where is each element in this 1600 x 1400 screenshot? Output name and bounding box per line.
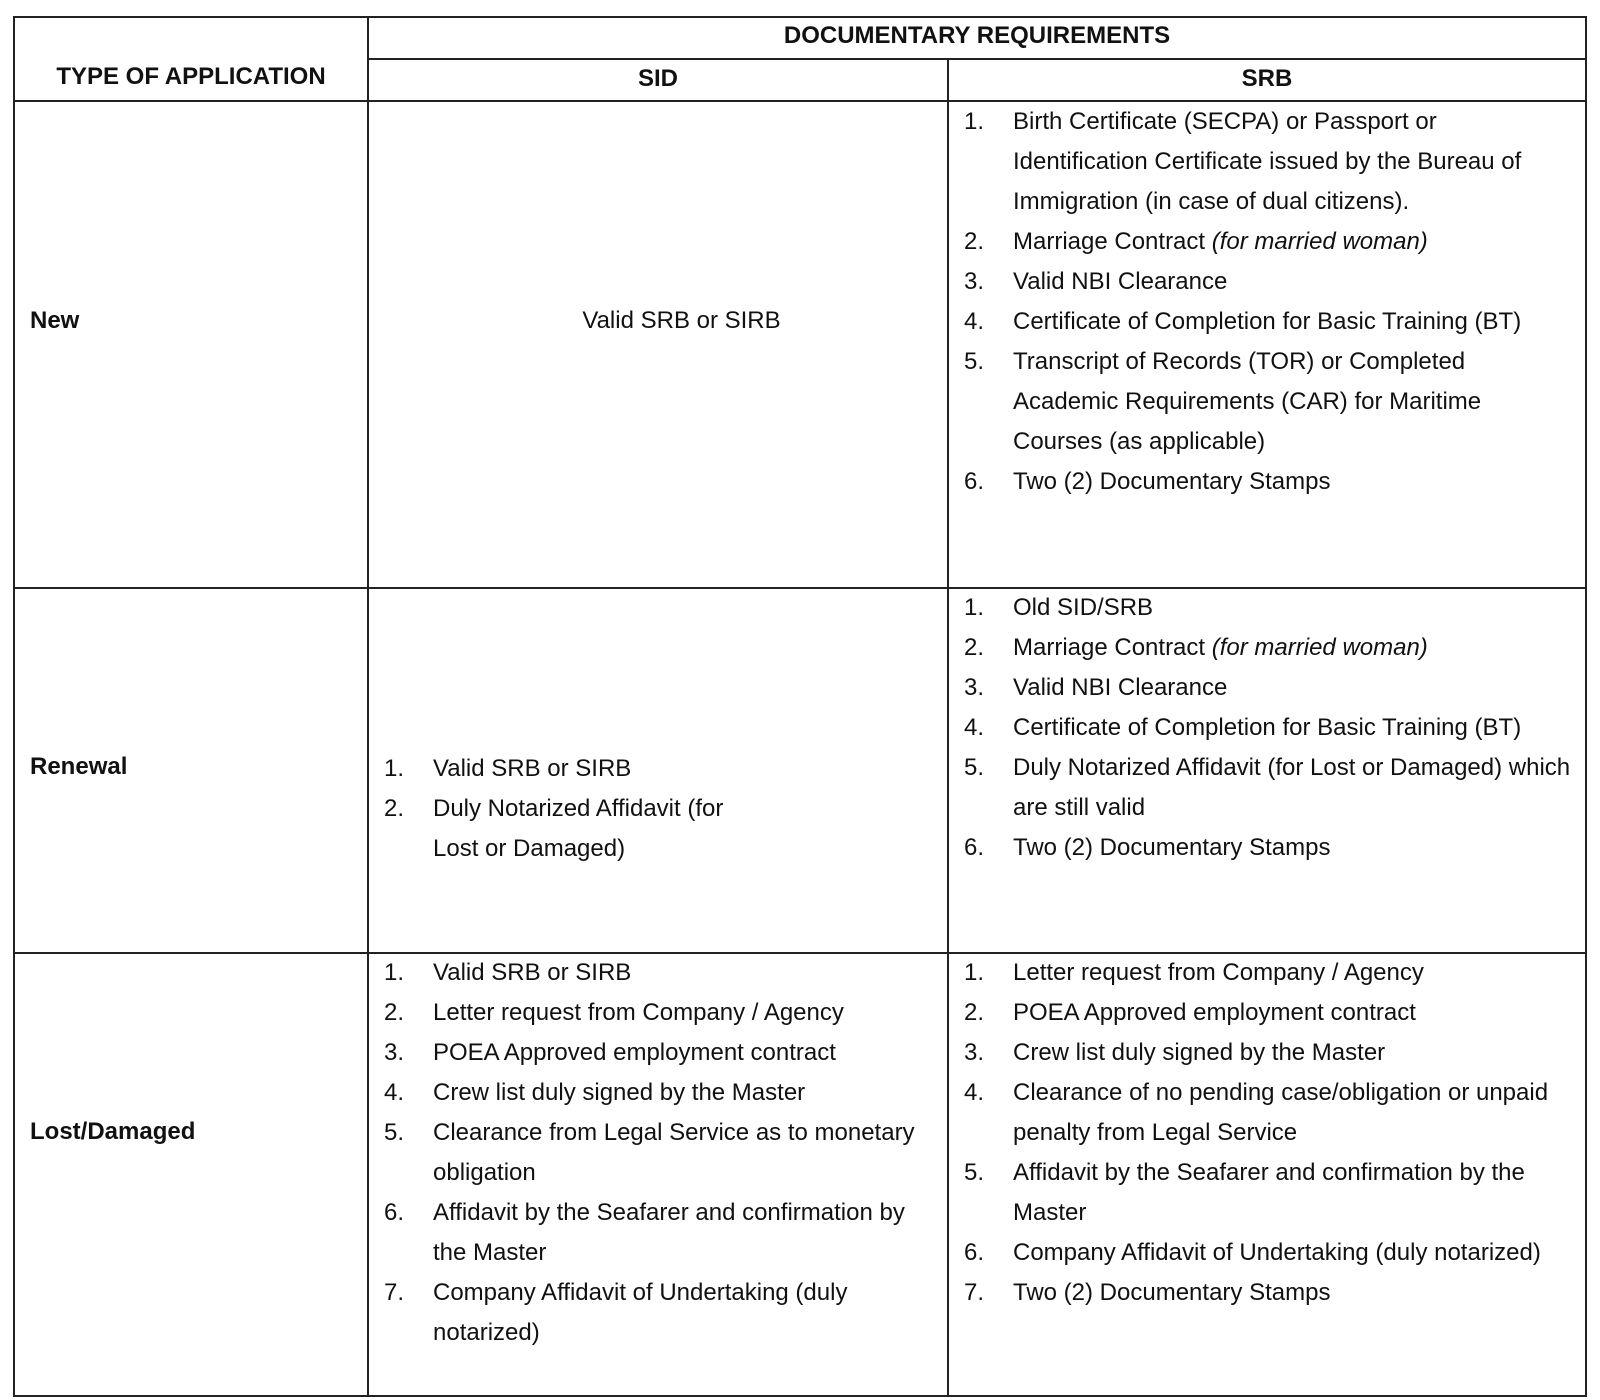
list-item bbox=[384, 789, 724, 869]
header-divider-sub bbox=[368, 58, 1587, 60]
list-item-text: POEA Approved employment contract bbox=[433, 1039, 836, 1066]
list-item-text: Two (2) Documentary Stamps bbox=[1013, 468, 1331, 495]
list-item bbox=[964, 462, 1564, 502]
list-item-number: 1. bbox=[384, 755, 405, 782]
list-item-text: Company Affidavit of Undertaking (duly notarized) bbox=[433, 1279, 848, 1346]
list-item-number: 1. bbox=[964, 959, 985, 986]
list-item bbox=[964, 1153, 1564, 1233]
list-item-text: Affidavit by the Seafarer and confirmation by the Master bbox=[433, 1199, 905, 1266]
list-item-number: 2. bbox=[964, 228, 985, 255]
list-item-note: (for married woman) bbox=[1211, 634, 1428, 661]
list-item-number: 3. bbox=[964, 268, 985, 295]
header-srb: SRB bbox=[1241, 65, 1293, 92]
list-item-number: 6. bbox=[964, 1239, 985, 1266]
list-item-number: 4. bbox=[384, 1079, 405, 1106]
list-item bbox=[964, 222, 1564, 262]
list-item-number: 3. bbox=[964, 1039, 985, 1066]
new-sid-requirement: Valid SRB or SIRB bbox=[582, 307, 781, 334]
list-item bbox=[964, 1273, 1564, 1313]
list-item-note: (for married woman) bbox=[1211, 228, 1428, 255]
table-border-top bbox=[13, 16, 1587, 18]
list-item-text: Duly Notarized Affidavit (for Lost or Damaged) which are still valid bbox=[1013, 754, 1571, 821]
list-item-number: 5. bbox=[384, 1119, 405, 1146]
list-item bbox=[384, 953, 939, 993]
list-item-number: 3. bbox=[384, 1039, 405, 1066]
list-item bbox=[964, 953, 1564, 993]
table-border-left bbox=[13, 16, 15, 1397]
list-item bbox=[964, 748, 1576, 828]
list-item-number: 4. bbox=[964, 714, 985, 741]
list-item-number: 5. bbox=[964, 754, 985, 781]
list-item bbox=[964, 993, 1564, 1033]
lost-sid-requirements bbox=[384, 953, 939, 1353]
list-item-text: POEA Approved employment contract bbox=[1013, 999, 1416, 1026]
list-item bbox=[384, 1193, 939, 1273]
list-item-number: 1. bbox=[964, 594, 985, 621]
list-item-number: 4. bbox=[964, 1079, 985, 1106]
list-item bbox=[964, 342, 1564, 462]
row-label-lost-damaged: Lost/Damaged bbox=[30, 1118, 196, 1145]
list-item-text: Letter request from Company / Agency bbox=[433, 999, 844, 1026]
row-label-renewal: Renewal bbox=[30, 753, 128, 780]
list-item-text: Clearance from Legal Service as to monetary obligation bbox=[433, 1119, 915, 1186]
list-item-number: 6. bbox=[964, 468, 985, 495]
header-sid: SID bbox=[637, 65, 678, 92]
list-item-text: Valid SRB or SIRB bbox=[433, 959, 632, 986]
list-item-text: Valid NBI Clearance bbox=[1013, 674, 1228, 701]
list-item bbox=[964, 1033, 1564, 1073]
list-item bbox=[384, 1073, 939, 1113]
list-item-number: 6. bbox=[964, 834, 985, 861]
column-divider-sid-srb bbox=[947, 58, 949, 1397]
list-item-text: Marriage Contract bbox=[1013, 228, 1212, 255]
table-border-right bbox=[1585, 16, 1587, 1397]
list-item-number: 5. bbox=[964, 348, 985, 375]
list-item bbox=[964, 262, 1564, 302]
list-item-number: 5. bbox=[964, 1159, 985, 1186]
row-label-new: New bbox=[30, 307, 80, 334]
list-item bbox=[964, 588, 1576, 628]
list-item-text: Valid NBI Clearance bbox=[1013, 268, 1228, 295]
list-item bbox=[384, 749, 724, 789]
list-item bbox=[964, 668, 1576, 708]
list-item-number: 6. bbox=[384, 1199, 405, 1226]
list-item-number: 1. bbox=[964, 108, 985, 135]
list-item-number: 2. bbox=[384, 795, 405, 822]
column-divider-type bbox=[367, 16, 369, 1397]
list-item-number: 7. bbox=[964, 1279, 985, 1306]
list-item-number: 2. bbox=[964, 634, 985, 661]
list-item-text: Valid SRB or SIRB bbox=[433, 755, 632, 782]
list-item bbox=[964, 628, 1576, 668]
list-item bbox=[384, 1273, 939, 1353]
list-item bbox=[384, 1033, 939, 1073]
list-item-text: Certificate of Completion for Basic Training (BT) bbox=[1013, 714, 1522, 741]
renewal-sid-requirements bbox=[384, 749, 724, 869]
list-item-text: Crew list duly signed by the Master bbox=[1013, 1039, 1386, 1066]
list-item bbox=[384, 993, 939, 1033]
list-item-text: Transcript of Records (TOR) or Completed Academic Requirements (CAR) for Maritime Courses (as applicable) bbox=[1013, 348, 1482, 455]
list-item-text: Two (2) Documentary Stamps bbox=[1013, 1279, 1331, 1306]
list-item-text: Duly Notarized Affidavit (for Lost or Damaged) bbox=[433, 795, 724, 862]
list-item-number: 2. bbox=[964, 999, 985, 1026]
list-item-number: 4. bbox=[964, 308, 985, 335]
list-item bbox=[964, 708, 1576, 748]
header-documentary-requirements: DOCUMENTARY REQUIREMENTS bbox=[783, 22, 1171, 49]
list-item-text: Company Affidavit of Undertaking (duly notarized) bbox=[1013, 1239, 1541, 1266]
list-item-number: 1. bbox=[384, 959, 405, 986]
list-item-text: Affidavit by the Seafarer and confirmation by the Master bbox=[1013, 1159, 1525, 1226]
list-item-text: Old SID/SRB bbox=[1013, 594, 1154, 621]
list-item bbox=[964, 1073, 1564, 1153]
list-item-text: Clearance of no pending case/obligation or unpaid penalty from Legal Service bbox=[1013, 1079, 1549, 1146]
list-item-text: Birth Certificate (SECPA) or Passport or Identification Certificate issued by the Bureau of Immigration (in case of dual citizens). bbox=[1013, 108, 1522, 215]
list-item-number: 3. bbox=[964, 674, 985, 701]
list-item bbox=[384, 1113, 939, 1193]
list-item bbox=[964, 828, 1576, 868]
list-item-number: 2. bbox=[384, 999, 405, 1026]
list-item-text: Letter request from Company / Agency bbox=[1013, 959, 1424, 986]
list-item bbox=[964, 302, 1564, 342]
table-border-bottom bbox=[13, 1395, 1587, 1397]
lost-srb-requirements bbox=[964, 953, 1564, 1313]
list-item bbox=[964, 1233, 1564, 1273]
new-srb-requirements bbox=[964, 102, 1564, 502]
list-item-text: Certificate of Completion for Basic Training (BT) bbox=[1013, 308, 1522, 335]
renewal-srb-requirements bbox=[964, 588, 1576, 868]
list-item bbox=[964, 102, 1564, 222]
list-item-text: Marriage Contract bbox=[1013, 634, 1212, 661]
header-type-of-application: TYPE OF APPLICATION bbox=[56, 63, 326, 90]
list-item-text: Crew list duly signed by the Master bbox=[433, 1079, 806, 1106]
list-item-text: Two (2) Documentary Stamps bbox=[1013, 834, 1331, 861]
list-item-number: 7. bbox=[384, 1279, 405, 1306]
